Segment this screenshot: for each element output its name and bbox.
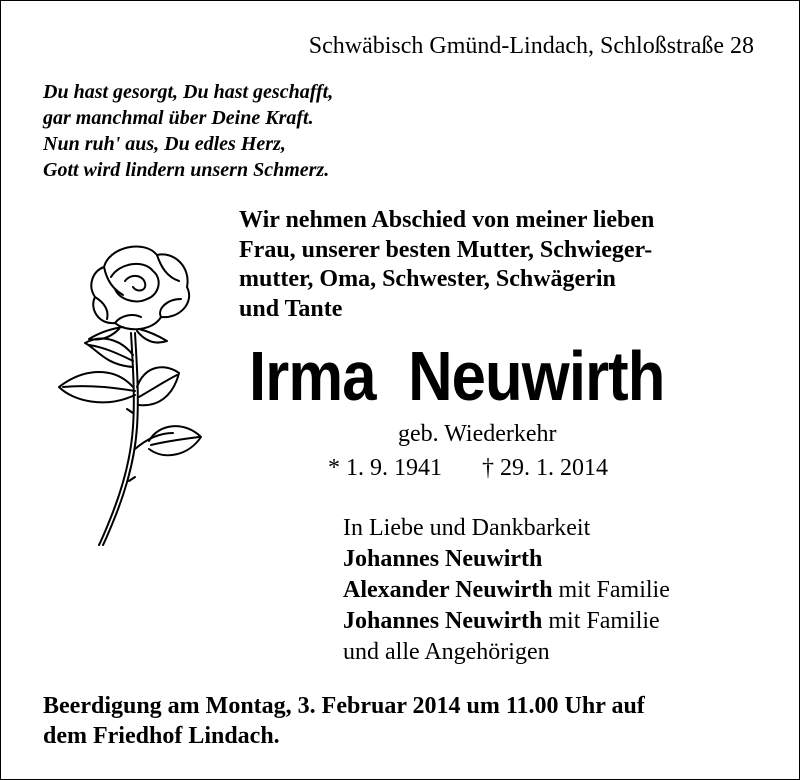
poem-line: Nun ruh' aus, Du edles Herz, xyxy=(43,133,286,155)
funeral-line: Beerdigung am Montag, 3. Februar 2014 um 11.00 Uhr auf xyxy=(43,693,645,719)
mourner-name: Johannes Neuwirth xyxy=(343,608,543,634)
mourners-closing: und alle Angehörigen xyxy=(343,639,550,665)
funeral-notice xyxy=(43,691,645,751)
birth-name: geb. Wiederkehr xyxy=(398,421,557,447)
poem-verse xyxy=(43,79,333,183)
death-date: † 29. 1. 2014 xyxy=(482,455,608,481)
mourner-line xyxy=(343,606,670,637)
rose-illustration xyxy=(49,237,204,547)
mourner-suffix: mit Familie xyxy=(552,577,670,603)
birth-date: * 1. 9. 1941 xyxy=(328,455,442,481)
address-line: Schwäbisch Gmünd-Lindach, Schloßstraße 28 xyxy=(308,33,754,59)
mourner-suffix: mit Familie xyxy=(542,608,660,634)
poem-line: Du hast gesorgt, Du hast geschafft, xyxy=(43,81,334,103)
intro-line: und Tante xyxy=(239,295,343,322)
intro-line: mutter, Oma, Schwester, Schwägerin xyxy=(239,266,616,292)
mourner-name: Johannes Neuwirth xyxy=(343,546,543,572)
poem-line: Gott wird lindern unsern Schmerz. xyxy=(43,159,330,181)
mourner-line xyxy=(343,544,670,575)
deceased-name: Irma Neuwirth xyxy=(249,337,665,415)
mourners-block xyxy=(343,513,670,668)
life-dates xyxy=(328,453,608,483)
mourners-heading: In Liebe und Dankbarkeit xyxy=(343,515,591,541)
intro-text xyxy=(239,206,654,324)
poem-line: gar manchmal über Deine Kraft. xyxy=(43,107,314,129)
funeral-line: dem Friedhof Lindach. xyxy=(43,723,280,749)
intro-line: Frau, unserer besten Mutter, Schwieger- xyxy=(239,236,653,263)
mourner-name: Alexander Neuwirth xyxy=(343,577,553,603)
mourner-line xyxy=(343,575,670,606)
intro-line: Wir nehmen Abschied von meiner lieben xyxy=(239,207,655,233)
